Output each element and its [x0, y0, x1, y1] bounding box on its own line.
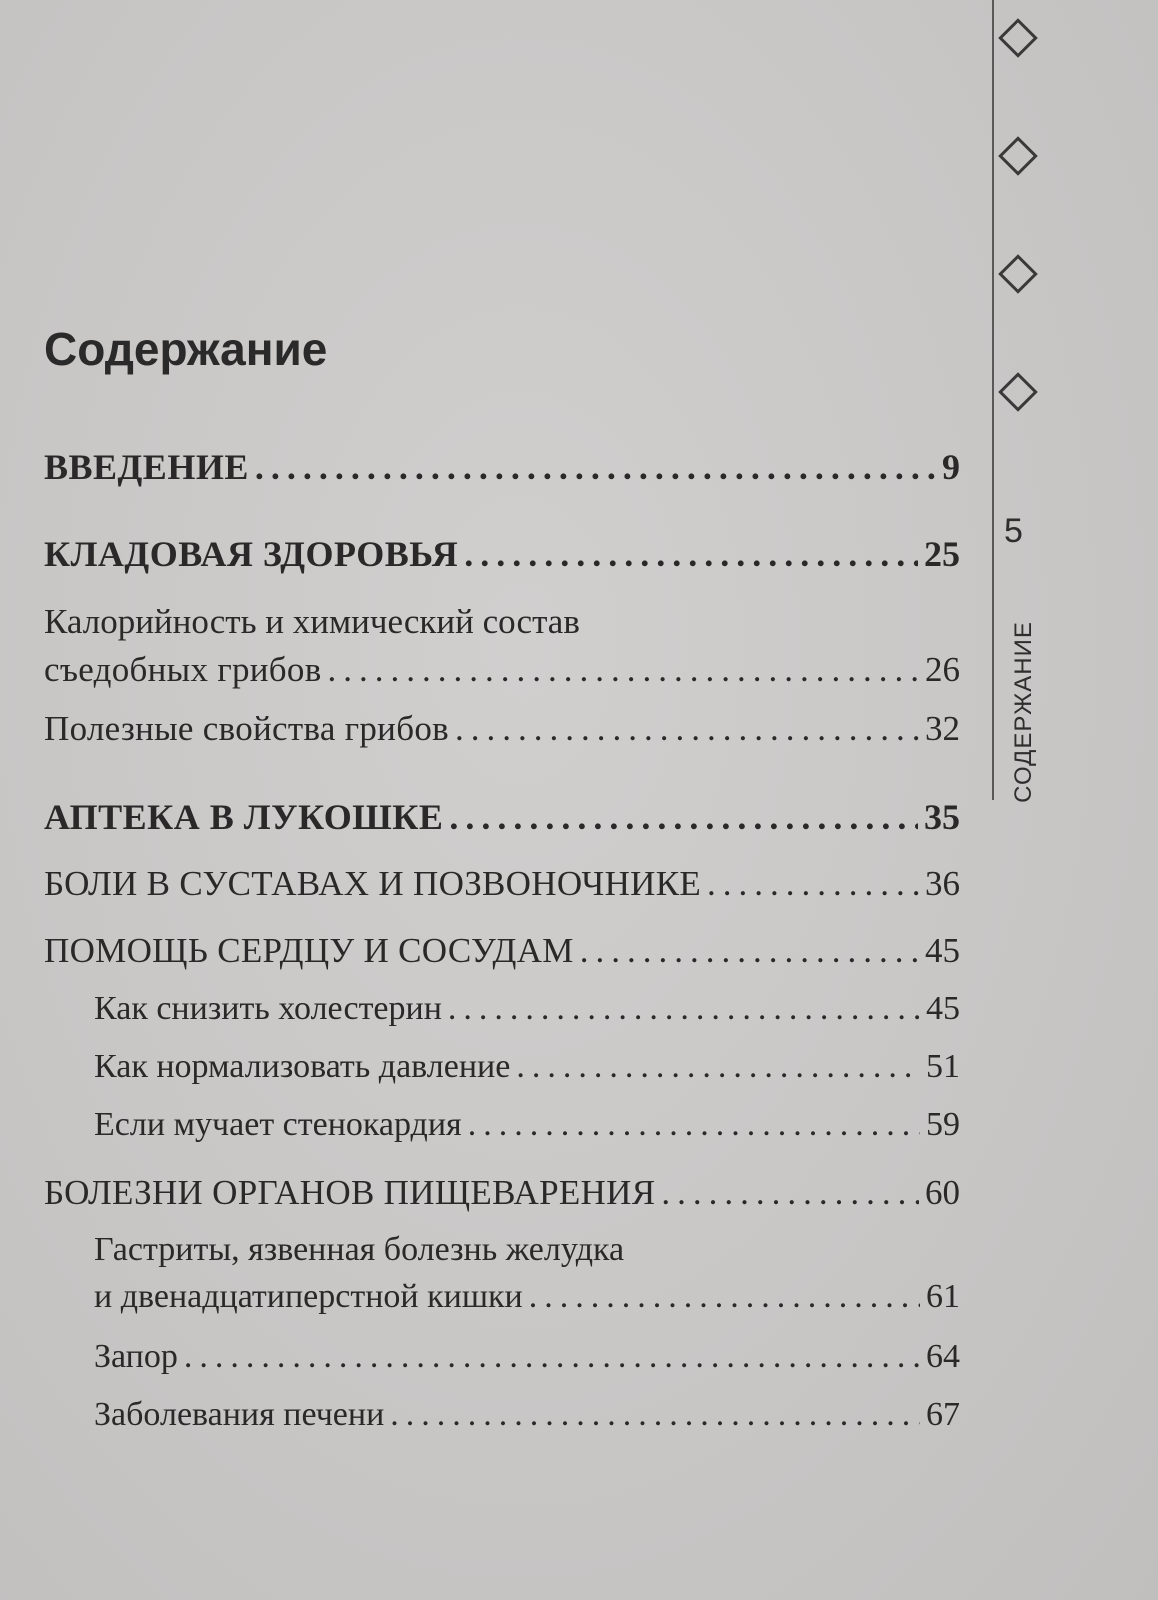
toc-page-number: 64 [926, 1338, 960, 1375]
dot-leader [455, 709, 919, 749]
toc-page-number: 45 [925, 931, 960, 970]
toc-entry-title-line1: Гастриты, язвенная болезнь желудка [94, 1231, 625, 1268]
folio-page-number: 5 [1004, 512, 1023, 550]
toc-page-number: 67 [926, 1396, 960, 1433]
toc-entry-title: БОЛИ В СУСТАВАХ И ПОЗВОНОЧНИКЕ [44, 864, 702, 903]
toc-entry-title: Полезные свойства грибов [44, 709, 449, 748]
diamond-ornament-icon [998, 136, 1038, 176]
toc-page-number: 25 [924, 534, 960, 574]
toc-entry-title: Как снизить холестерин [94, 990, 442, 1027]
diamond-ornament-icon [998, 254, 1038, 294]
dot-leader [328, 650, 919, 690]
toc-page-number: 45 [926, 990, 960, 1027]
toc-page-number: 26 [925, 650, 960, 689]
toc-entry-health-storehouse[interactable] [44, 533, 960, 575]
toc-entry-angina[interactable] [44, 1106, 960, 1144]
toc-page-number: 9 [942, 447, 960, 487]
toc-entry-title: ПОМОЩЬ СЕРДЦУ И СОСУДАМ [44, 931, 574, 970]
toc-entry-introduction[interactable] [44, 446, 960, 488]
dot-leader [184, 1338, 920, 1376]
toc-entry-title: БОЛЕЗНИ ОРГАНОВ ПИЩЕВАРЕНИЯ [44, 1173, 656, 1212]
dot-leader [464, 533, 918, 575]
toc-entry-calories[interactable] [44, 602, 960, 690]
toc-page-number: 51 [926, 1048, 960, 1085]
dot-leader [580, 931, 919, 971]
toc-entry-constipation[interactable] [44, 1338, 960, 1376]
toc-entry-gastritis[interactable] [44, 1231, 960, 1316]
dot-leader [468, 1106, 920, 1144]
toc-page-number: 61 [926, 1278, 960, 1315]
dot-leader [255, 446, 936, 488]
dot-leader [529, 1278, 920, 1316]
toc-entry-pharmacy[interactable] [44, 796, 960, 838]
page-title: Содержание [44, 323, 328, 375]
diamond-ornament-icon [998, 372, 1038, 412]
toc-page-number: 32 [925, 709, 960, 748]
running-head: СОДЕРЖАНИЕ [1010, 621, 1037, 803]
dot-leader [661, 1173, 919, 1213]
toc-entry-heart-help[interactable] [44, 931, 960, 971]
toc-page-number: 36 [925, 864, 960, 903]
toc-entry-title: АПТЕКА В ЛУКОШКЕ [44, 797, 444, 837]
dot-leader [707, 864, 919, 904]
toc-entry-liver[interactable] [44, 1396, 960, 1434]
toc-entry-joint-pain[interactable] [44, 864, 960, 904]
margin-rule [992, 0, 994, 800]
toc-entry-title: Запор [94, 1338, 178, 1375]
toc-entry-title: Заболевания печени [94, 1396, 385, 1433]
toc-entry-title-line2: и двенадцатиперстной кишки [94, 1278, 523, 1315]
toc-entry-cholesterol[interactable] [44, 990, 960, 1028]
dot-leader [449, 796, 918, 838]
dot-leader [448, 990, 920, 1028]
toc-entry-title-line2: съедобных грибов [44, 650, 322, 689]
toc-page-number: 59 [926, 1106, 960, 1143]
toc-entry-title: Если мучает стенокардия [94, 1106, 462, 1143]
toc-entry-blood-pressure[interactable] [44, 1048, 960, 1086]
dot-leader [390, 1396, 920, 1434]
toc-entry-title-line1: Калорийность и химический состав [44, 602, 580, 641]
toc-entry-title: КЛАДОВАЯ ЗДОРОВЬЯ [44, 534, 459, 574]
toc-entry-useful-properties[interactable] [44, 709, 960, 749]
diamond-ornament-icon [998, 18, 1038, 58]
toc-entry-title: Как нормализовать давление [94, 1048, 511, 1085]
dot-leader [516, 1048, 920, 1086]
toc-entry-digestion[interactable] [44, 1173, 960, 1213]
toc-page-number: 35 [924, 797, 960, 837]
toc-entry-title: ВВЕДЕНИЕ [44, 447, 249, 487]
toc-page-number: 60 [925, 1173, 960, 1212]
